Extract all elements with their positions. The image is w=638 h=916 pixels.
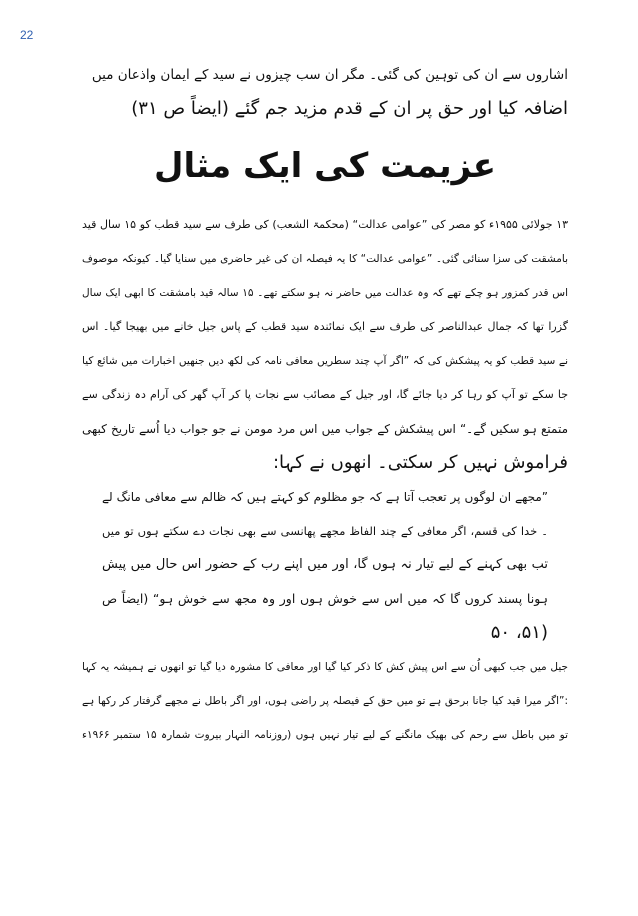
text-line: جیل میں جب کبھی اُن سے اس پیش کش کا ذکر کیا گیا اور معافی کا مشورہ دیا گیا تو انھوں نے ہمیشہ یہ کہا: [82, 661, 568, 673]
quote-line: ۔ خدا کی قسم، اگر معافی کے چند الفاظ مجھے پھانسی سے بھی نجات دے سکتے ہوں تو میں: [102, 524, 548, 538]
closing-paragraph: [82, 650, 568, 752]
text-line: تو میں باطل سے رحم کی بھیک مانگنے کے لیے تیار نہیں ہوں (روزنامہ النہار بیروت شمارہ ۱۵ ستمبر ۱۹۶۶ء: [82, 729, 568, 741]
text-line: اس قدر کمزور ہو چکے تھے کہ وہ عدالت میں حاضر نہ ہو سکتے تھے۔ ۱۵ سالہ قید بامشقت کا ابھی ایک سال: [82, 287, 568, 299]
text-line: بامشقت کی سزا سنائی گئی۔ ”عوامی عدالت“ کا یہ فیصلہ ان کی غیر حاضری میں سنایا گیا۔ کیونکہ موصوف: [82, 253, 568, 265]
text-line: گزرا تھا کہ جمال عبدالناصر کی طرف سے ایک نمائندہ سید قطب کے پاس جیل خانے میں بھیجا گیا۔ اس: [82, 320, 568, 333]
text-line: نے سید قطب کو یہ پیشکش کی کہ ”اگر آپ چند سطریں معافی نامہ کی لکھ دیں جنھیں اخبارات میں شائع کیا: [82, 355, 568, 367]
page-number: 22: [20, 28, 34, 42]
text-line: ۱۳ جولائی ۱۹۵۵ء کو مصر کی ”عوامی عدالت“ (محکمۃ الشعب) کی طرف سے سید قطب کو ۱۵ سال قید: [82, 218, 568, 231]
text-line: اشاروں سے ان کی توہین کی گئی۔ مگر ان سب چیزوں نے سید کے ایمان واذعان میں: [91, 67, 568, 83]
quote-line: ”مجھے ان لوگوں پر تعجب آتا ہے کہ جو مظلوم کو کہتے ہیں کہ ظالم سے معافی مانگ لے: [102, 490, 548, 504]
section-heading: عزیمت کی ایک مثال: [153, 146, 497, 186]
text-line: :”اگر میرا قید کیا جانا برحق ہے تو میں حق کے فیصلہ پر راضی ہوں، اور اگر باطل نے مجھے گرفتار کر رکھا ہے: [82, 695, 568, 707]
intro-paragraph: [82, 58, 568, 126]
quote-line: تب بھی کہنے کے لیے تیار نہ ہوں گا، اور میں اپنے رب کے حضور اس حال میں پیش: [102, 557, 548, 572]
block-quote: [102, 480, 548, 650]
text-line: متمتع ہو سکیں گے۔“ اس پیشکش کے جواب میں اس مرد مومن نے جو جواب دیا اُسے تاریخ کبھی: [82, 422, 568, 436]
quote-line: ہونا پسند کروں گا کہ میں اس سے خوش ہوں اور وہ مجھ سے خوش ہو“ (ایضاً ص: [102, 591, 548, 606]
page-body: [82, 58, 568, 752]
text-line: جا سکے تو آپ کو رہا کر دیا جائے گا، اور جیل کے مصائب سے نجات پا کر آپ گھر کی آرام دہ زندگی سے: [82, 388, 568, 401]
quote-line: (۵۱، ۵۰: [490, 622, 548, 643]
text-line: اضافہ کیا اور حق پر ان کے قدم مزید جم گئے (ایضاً ص ۳۱): [131, 98, 568, 119]
body-paragraph: [82, 208, 568, 480]
text-line: فراموش نہیں کر سکتی۔ انھوں نے کہا:: [272, 452, 568, 473]
